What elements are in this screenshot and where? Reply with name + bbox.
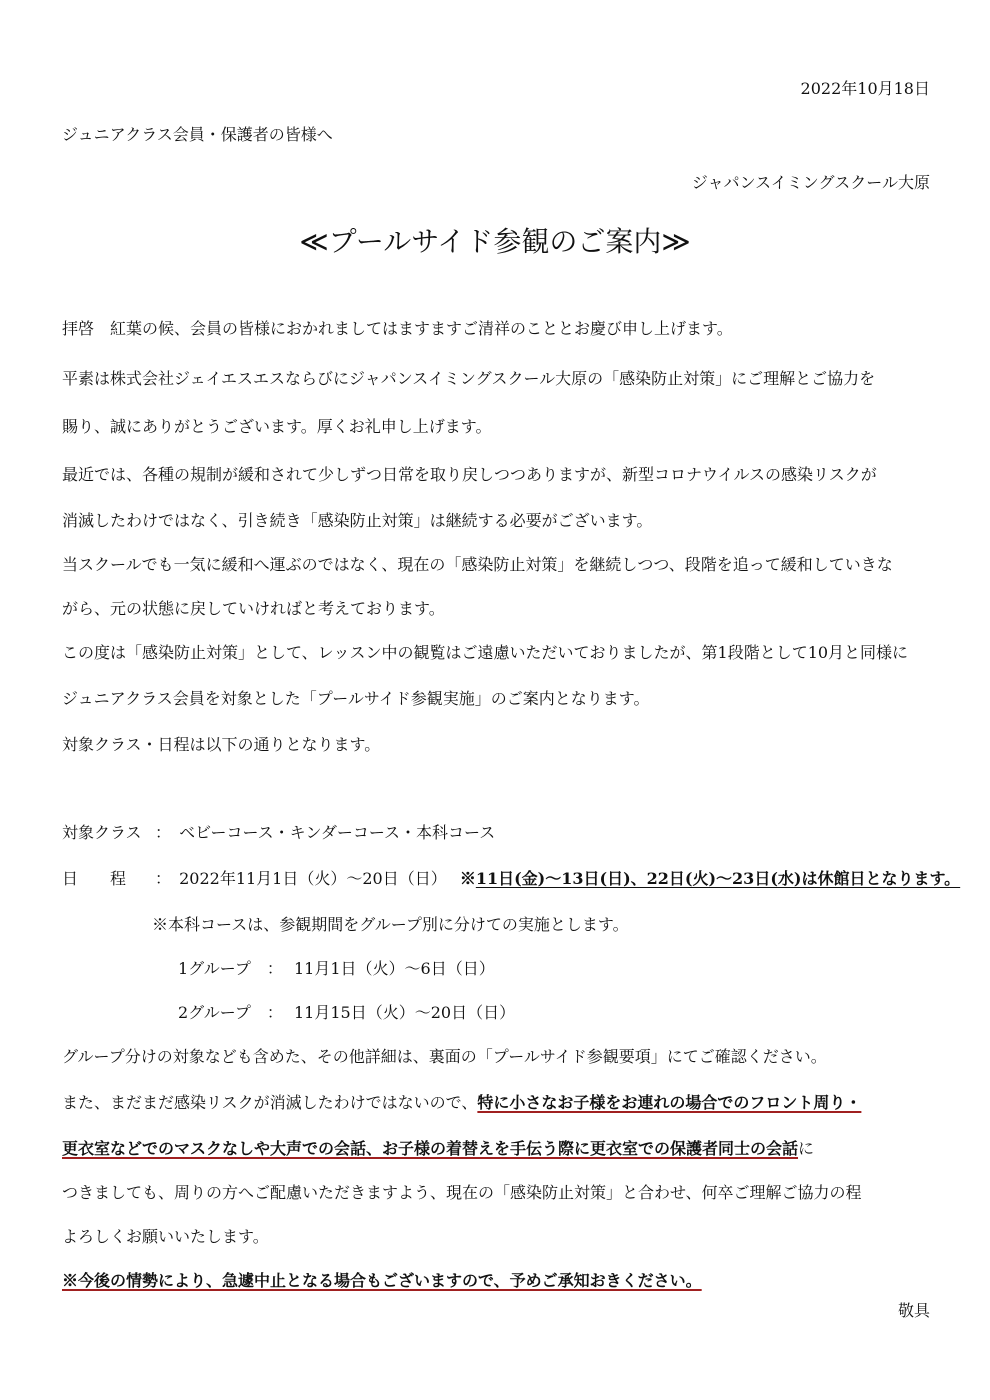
closing-caution-1 bbox=[62, 1092, 930, 1114]
schedule-date-label: 日 程 bbox=[62, 869, 127, 888]
closing-caution-1-emphasis: 特に小さなお子様をお連れの場合でのフロント周り・ bbox=[477, 1093, 862, 1112]
sign-off: 敬具 bbox=[897, 1301, 930, 1320]
group-2-dates: 11月15日（火）～20日（日） bbox=[294, 1003, 516, 1022]
paragraph-policy-2: がら、元の状態に戻していければと考えております。 bbox=[62, 599, 445, 618]
schedule-group-note: ※本科コースは、参観期間をグループ別に分けての実施とします。 bbox=[152, 915, 629, 934]
paragraph-thanks-2: 賜り、誠にありがとうございます。厚くお礼申し上げます。 bbox=[62, 417, 492, 436]
schedule-class-row bbox=[62, 822, 930, 844]
schedule-group-1 bbox=[178, 958, 930, 980]
paragraph-schedule-intro: 対象クラス・日程は以下の通りとなります。 bbox=[62, 735, 381, 754]
closing-details: グループ分けの対象なども含めた、その他詳細は、裏面の「プールサイド参観要項」にてご確認ください。 bbox=[62, 1047, 827, 1066]
page-title: ≪プールサイド参観のご案内≫ bbox=[299, 225, 691, 258]
group-1-label: 1グループ ： bbox=[178, 959, 283, 978]
cancellation-warning: ※今後の情勢により、急遽中止となる場合もございますので、予めご承知おきください。 bbox=[62, 1271, 702, 1290]
schedule-date-value: 2022年11月1日（火）～20日（日） bbox=[179, 869, 447, 888]
schedule-class-value: ベビーコース・キンダーコース・本科コース bbox=[179, 823, 496, 842]
closed-days-note: 11日(金)～13日(日)、22日(火)～23日(水)は休館日となります。 bbox=[475, 869, 961, 888]
paragraph-situation-1: 最近では、各種の規制が緩和されて少しずつ日常を取り戻しつつありますが、新型コロナウイルスの感染リスクが bbox=[62, 465, 877, 484]
document-date: 2022年10月18日 bbox=[800, 79, 930, 98]
schedule-date-row bbox=[62, 868, 961, 890]
closing-caution-2 bbox=[62, 1138, 930, 1160]
recipient-line: ジュニアクラス会員・保護者の皆様へ bbox=[62, 125, 333, 144]
schedule-date-colon: ： bbox=[154, 869, 171, 888]
closed-days-prefix: ※ bbox=[459, 869, 476, 888]
paragraph-thanks-1: 平素は株式会社ジェイエスエスならびにジャパンスイミングスクール大原の「感染防止対策」にご理解とご協力を bbox=[62, 369, 876, 388]
closing-caution-2-plain: に bbox=[798, 1139, 815, 1158]
paragraph-announcement-1: この度は「感染防止対策」として、レッスン中の観覧はご遠慮いただいておりましたが、第1段階として10月と同様に bbox=[62, 643, 909, 662]
schedule-group-2 bbox=[178, 1002, 930, 1024]
paragraph-situation-2: 消滅したわけではなく、引き続き「感染防止対策」は継続する必要がございます。 bbox=[62, 511, 653, 530]
closing-caution-1-plain: また、まだまだ感染リスクが消滅したわけではないので、 bbox=[62, 1093, 478, 1112]
closing-caution-2-emphasis: 更衣室などでのマスクなしや大声での会話、お子様の着替えを手伝う際に更衣室での保護者同士の会話 bbox=[62, 1139, 799, 1158]
paragraph-policy-1: 当スクールでも一気に緩和へ運ぶのではなく、現在の「感染防止対策」を継続しつつ、段階を追って緩和していきな bbox=[62, 555, 893, 574]
schedule-class-label: 対象クラス bbox=[62, 823, 142, 842]
schedule-class-colon: ： bbox=[154, 823, 171, 842]
paragraph-announcement-2: ジュニアクラス会員を対象とした「プールサイド参観実施」のご案内となります。 bbox=[62, 689, 650, 708]
group-2-label: 2グループ ： bbox=[178, 1003, 283, 1022]
closing-request: よろしくお願いいたします。 bbox=[62, 1227, 269, 1246]
closing-caution-3: つきましても、周りの方へご配慮いただきますよう、現在の「感染防止対策」と合わせ、何卒ご理解ご協力の程 bbox=[62, 1183, 862, 1202]
sender-line: ジャパンスイミングスクール大原 bbox=[691, 173, 930, 192]
paragraph-greeting: 拝啓 紅葉の候、会員の皆様におかれましてはますますご清祥のこととお慶び申し上げます。 bbox=[62, 319, 733, 338]
group-1-dates: 11月1日（火）～6日（日） bbox=[294, 959, 495, 978]
